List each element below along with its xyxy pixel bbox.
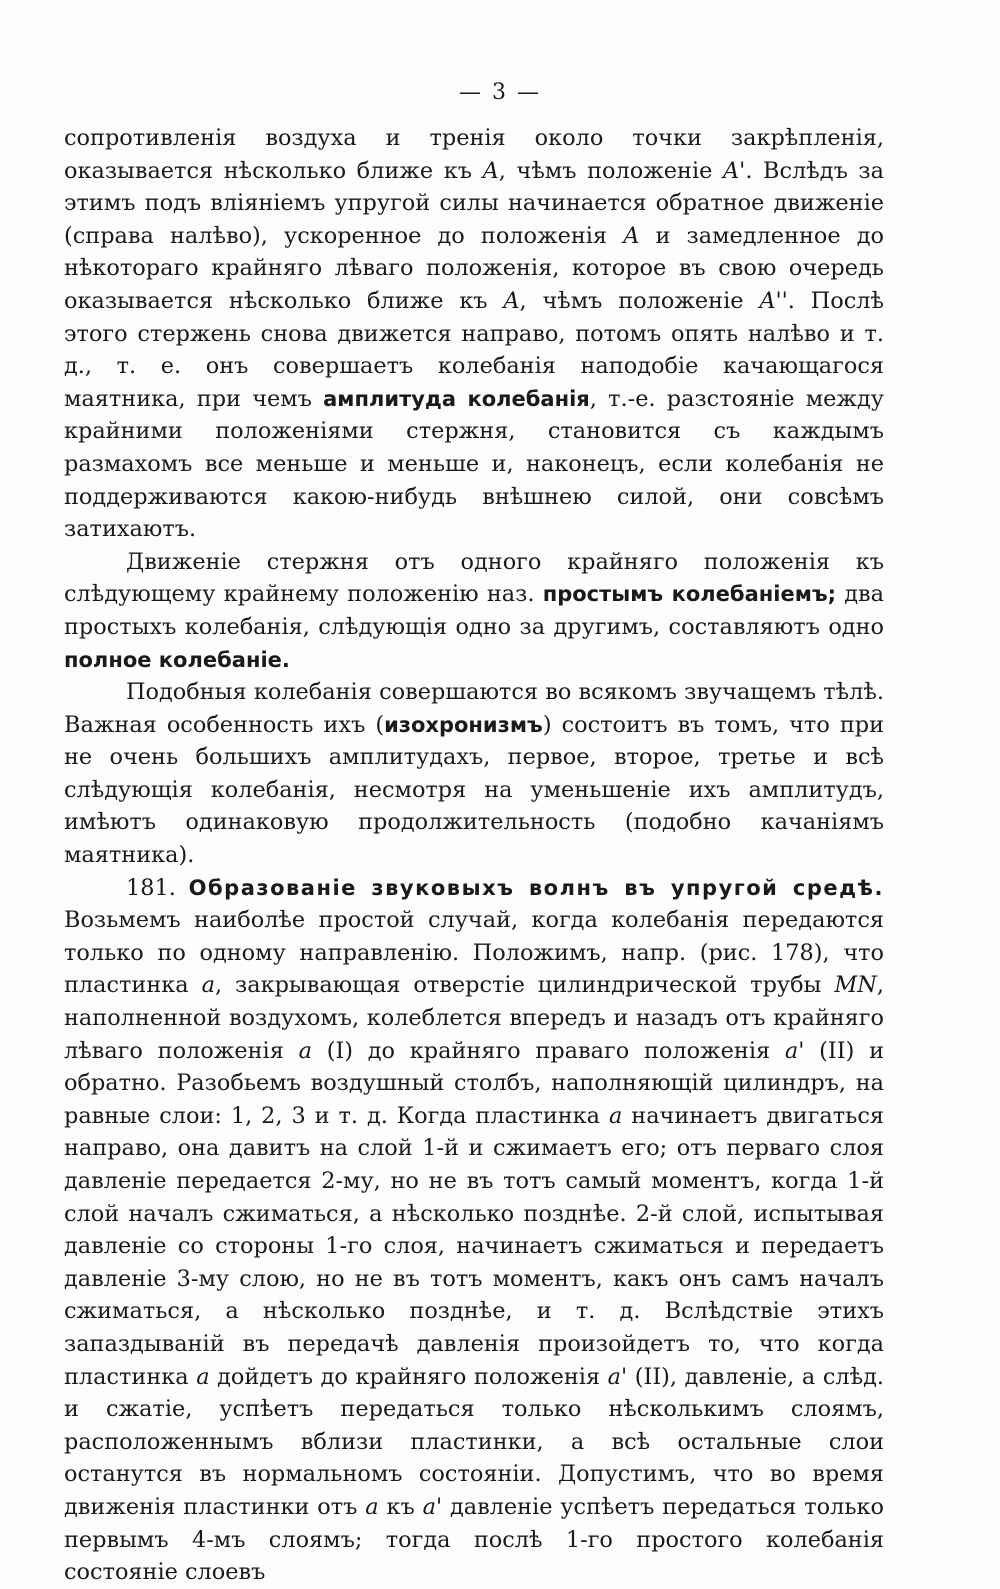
text-body [64,122,884,1589]
text-span: Возьмемъ наиболѣе простой случай, когда колебанія передаются только по одному направленію. Положимъ, напр. (рис. 178), что пластинка [64,907,884,999]
variable: A [503,287,520,314]
section-number: 181. [126,874,176,901]
term-simple-oscillation: простымъ колебаніемъ; [542,582,837,607]
text-span: , чѣмъ положеніе [498,157,723,184]
text-span: , т.-е. разстояніе между крайними положеніями стержня, становится съ каждымъ размахомъ все меньше и меньше и, наконецъ, если колебанія не поддерживаются какою-нибудь внѣшнею силой, они совсѣмъ затихаютъ. [64,385,884,543]
text-span: (II), давленіе, а слѣд. и сжатіе, успѣетъ передаться только нѣсколькимъ слоямъ, расположеннымъ вблизи пластинки, а всѣ остальные слои останутся въ нормальномъ состояніи. Допустимъ, что во время движенія пластинки отъ [64,1363,884,1520]
text-span: . Послѣ этого стержень снова движется направо, потомъ опять налѣво и т. д., т. е. онъ совершаетъ колебанія наподобіе качающагося маятника, при чемъ [64,287,884,412]
variable: A [623,222,640,249]
text-span: , наполненной воздухомъ, колеблется впередъ и назадъ отъ крайняго лѣваго положенія [64,972,884,1064]
variable: a [298,1037,312,1064]
section-title: Образованіе звуковыхъ волнъ въ упругой средѣ. [188,875,884,900]
text-span: давленіе успѣетъ передаться только первымъ 4-мъ слоямъ; тогда послѣ 1-го простого колебанія состояніе слоевъ [64,1493,885,1586]
text-span: дойдетъ до крайняго положенія [209,1363,608,1390]
variable: MN [834,972,877,999]
text-span: Подобныя колебанія совершаются во всякомъ звучащемъ тѣлѣ. Важная особенность ихъ ( [64,679,884,738]
paragraph-isochronism [64,676,884,872]
text-span: ) состоитъ въ томъ, что при не очень большихъ амплитудахъ, первое, второе, третье и всѣ слѣдующія колебанія, несмотря на уменьшеніе ихъ амплитудъ, имѣютъ одинаковую продолжительность (подобно качаніямъ маятника). [64,711,884,869]
variable: a [196,1363,210,1390]
text-span: , закрывающая отверстіе цилиндрической трубы [214,972,835,999]
term-amplitude: амплитуда колебанія [323,386,590,411]
variable: a' [607,1363,628,1390]
variable: a [201,972,215,999]
paragraph-section-181 [64,872,884,1589]
variable: a' [422,1493,443,1520]
text-span: (II) и обратно. Разобьемъ воздушный столбъ, наполняющій цилиндръ, на равные слои: 1, 2, 3 и т. д. Когда пластинка [64,1037,884,1129]
page-number: — 3 — [459,80,541,105]
paragraph-oscillation-continuation [64,122,884,546]
text-span: къ [378,1493,423,1520]
text-span: , чѣмъ положеніе [519,287,760,314]
term-full-oscillation: полное колебаніе. [64,647,290,672]
text-span: два простыхъ колебанія, слѣдующія одно за другимъ, составляютъ одно [64,581,884,640]
variable: a [365,1493,379,1520]
text-span: Движеніе стержня отъ одного крайняго положенія къ слѣдующему крайнему положенію наз. [64,548,884,608]
text-span: . Вслѣдъ за этимъ подъ вліяніемъ упругой силы начинается обратное движеніе (справа налѣво), ускоренное до положенія [64,157,884,249]
variable: A' [723,157,746,184]
variable: A [482,157,499,184]
variable: A'' [759,287,788,314]
term-isochronism: изохронизмъ [384,712,543,737]
text-span: сопротивленія воздуха и тренія около точки закрѣпленія, оказывается нѣсколько ближе къ [64,125,884,184]
variable: a' [784,1037,805,1064]
text-span: и замедленное до нѣкотораго крайняго лѣваго положенія, которое въ свою очередь оказывается нѣсколько ближе къ [64,222,884,314]
paragraph-simple-oscillation [64,546,884,676]
text-span: начинаетъ двигаться направо, она давитъ на слой 1-й и сжимаетъ его; отъ перваго слоя давленіе передается 2-му, но не въ тотъ самый моментъ, когда 1-й слой началъ сжиматься, а нѣсколько позднѣе. 2-й слой, испытывая давленіе со стороны 1-го слоя, начинаетъ сжиматься и передаетъ давленіе 3-му слою, но не въ тотъ моментъ, какъ онъ самъ началъ сжиматься, а нѣсколько позднѣе, и т. д. Вслѣдствіе этихъ запаздываній въ передачѣ давленія произойдетъ то, что когда пластинка [64,1102,884,1390]
text-span: (I) до крайняго праваго положенія [311,1037,785,1064]
variable: a [608,1102,623,1129]
